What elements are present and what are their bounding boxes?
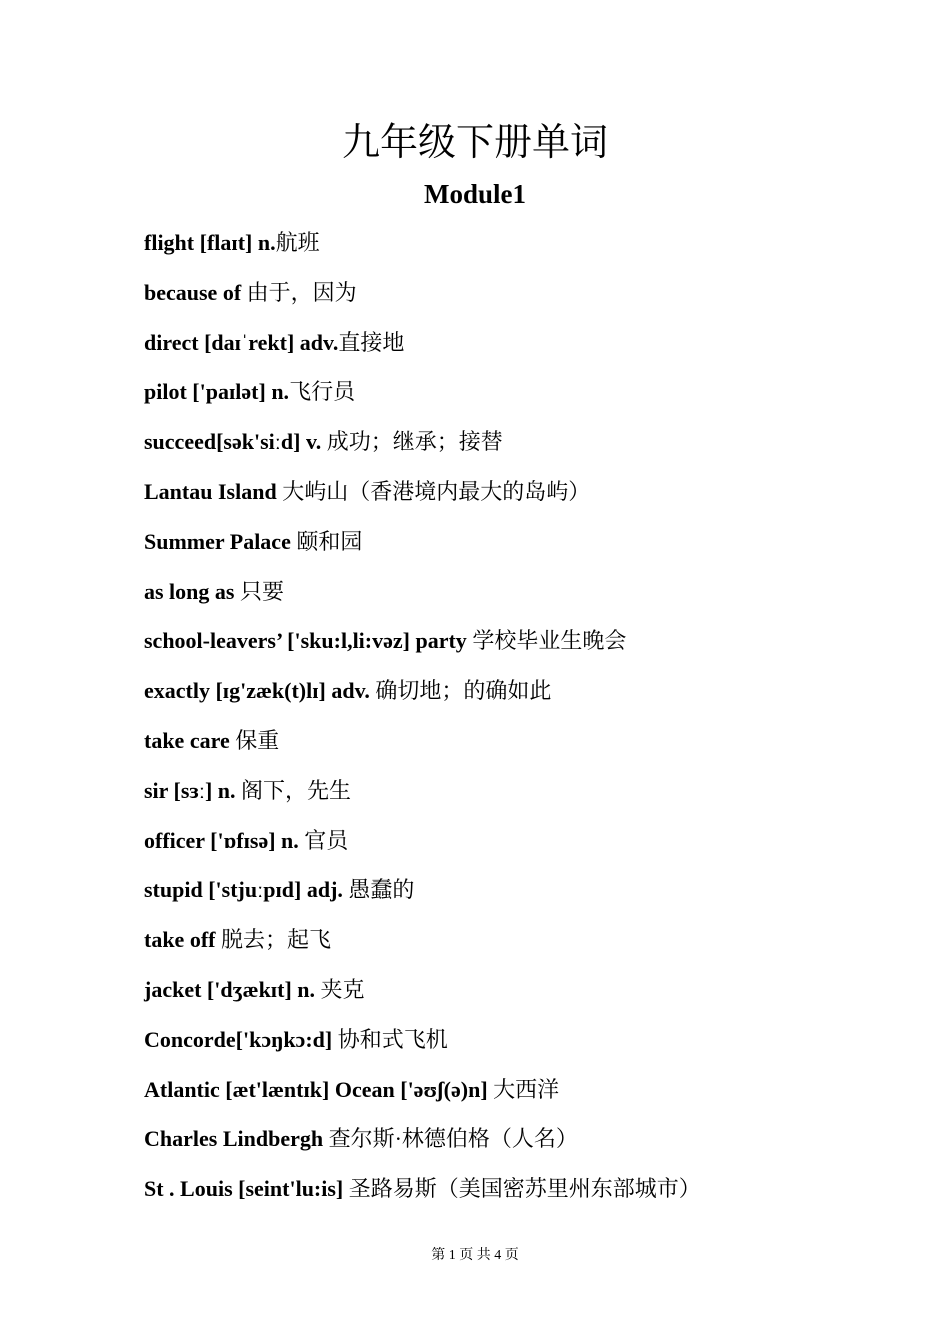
vocab-term: as long as bbox=[144, 578, 240, 604]
vocab-meaning: 颐和园 bbox=[296, 528, 363, 554]
vocab-meaning: 夹克 bbox=[320, 976, 365, 1002]
vocab-term: because of bbox=[144, 279, 247, 305]
vocab-meaning: 大屿山（香港境内最大的岛屿） bbox=[282, 478, 591, 504]
module-heading: Module1 bbox=[423, 179, 526, 209]
vocab-meaning: 愚蠢的 bbox=[348, 877, 415, 903]
vocab-meaning: 学校毕业生晚会 bbox=[472, 628, 627, 654]
vocab-meaning: 保重 bbox=[235, 727, 280, 753]
vocab-entry-school-leavers-party bbox=[144, 624, 924, 674]
vocab-meaning: 查尔斯·林德伯格（人名） bbox=[328, 1126, 578, 1152]
vocab-meaning: 确切地；的确如此 bbox=[375, 678, 552, 704]
vocab-entry-atlantic-ocean bbox=[144, 1073, 924, 1123]
vocab-entry-pilot bbox=[144, 375, 924, 425]
vocab-term: jacket ['dʒækɪt] n. bbox=[144, 976, 321, 1002]
vocab-term: Summer Palace bbox=[144, 528, 297, 554]
vocab-meaning: 圣路易斯（美国密苏里州东部城市） bbox=[348, 1176, 701, 1202]
vocab-term: succeed[sək'siːd] v. bbox=[144, 429, 327, 455]
vocab-entry-stupid bbox=[144, 873, 924, 923]
vocab-meaning: 飞行员 bbox=[289, 379, 356, 405]
vocab-term: school-leavers’ ['sku:l,li:vəz] party bbox=[144, 628, 473, 654]
vocab-entry-flight bbox=[144, 226, 924, 276]
vocab-term: stupid ['stjuːpɪd] adj. bbox=[144, 877, 349, 903]
vocab-meaning: 脱去；起飞 bbox=[220, 927, 331, 953]
vocab-entry-exactly bbox=[144, 674, 924, 724]
vocab-entry-jacket bbox=[144, 973, 924, 1023]
vocab-term: Concorde['kɔŋkɔ:d] bbox=[144, 1026, 338, 1052]
vocab-term: Charles Lindbergh bbox=[144, 1126, 329, 1152]
vocab-term: take care bbox=[144, 727, 236, 753]
vocab-term: Lantau Island bbox=[144, 478, 283, 504]
vocab-term: exactly [ɪg'zæk(t)lɪ] adv. bbox=[144, 678, 376, 704]
vocab-meaning: 只要 bbox=[239, 578, 284, 604]
vocab-term: Atlantic [æt'læntɪk] Ocean ['əʊʃ(ə)n] bbox=[144, 1076, 494, 1102]
vocab-entry-st-louis bbox=[144, 1172, 924, 1222]
vocab-entry-because-of bbox=[144, 276, 924, 326]
vocab-meaning: 成功；继承；接替 bbox=[326, 429, 503, 455]
vocab-entry-succeed bbox=[144, 425, 924, 475]
vocab-entry-direct bbox=[144, 326, 924, 376]
vocab-term: pilot ['paɪlət] n. bbox=[144, 379, 290, 405]
vocab-entry-concorde bbox=[144, 1023, 924, 1073]
vocab-entry-take-care bbox=[144, 724, 924, 774]
vocab-term: flight [flaɪt] n. bbox=[144, 230, 276, 255]
vocab-entry-officer bbox=[144, 824, 924, 874]
vocab-meaning: 航班 bbox=[275, 230, 320, 255]
vocab-entry-sir bbox=[144, 774, 924, 824]
vocab-meaning: 直接地 bbox=[338, 329, 405, 355]
vocab-entry-as-long-as bbox=[144, 575, 924, 625]
vocab-term: sir [sɜː] n. bbox=[144, 777, 242, 803]
vocab-term: St . Louis [seint'lu:is] bbox=[144, 1176, 349, 1202]
vocab-meaning: 官员 bbox=[304, 827, 349, 853]
vocab-entry-summer-palace bbox=[144, 525, 924, 575]
vocab-term: officer ['ɒfɪsə] n. bbox=[144, 827, 305, 853]
page-title: 九年级下册单词 bbox=[341, 122, 608, 164]
vocab-entry-take-off bbox=[144, 923, 924, 973]
vocab-meaning: 由于，因为 bbox=[246, 279, 357, 305]
vocab-term: direct [daɪˈrekt] adv. bbox=[144, 329, 339, 355]
vocab-meaning: 阁下，先生 bbox=[241, 777, 352, 803]
vocabulary-list bbox=[144, 226, 924, 1222]
vocab-entry-lantau-island bbox=[144, 475, 924, 525]
page-number-footer: 第 1 页 共 4 页 bbox=[431, 1248, 519, 1263]
vocab-meaning: 大西洋 bbox=[493, 1076, 560, 1102]
vocab-entry-charles-lindbergh bbox=[144, 1122, 924, 1172]
vocab-term: take off bbox=[144, 927, 221, 953]
vocab-meaning: 协和式飞机 bbox=[337, 1026, 448, 1052]
